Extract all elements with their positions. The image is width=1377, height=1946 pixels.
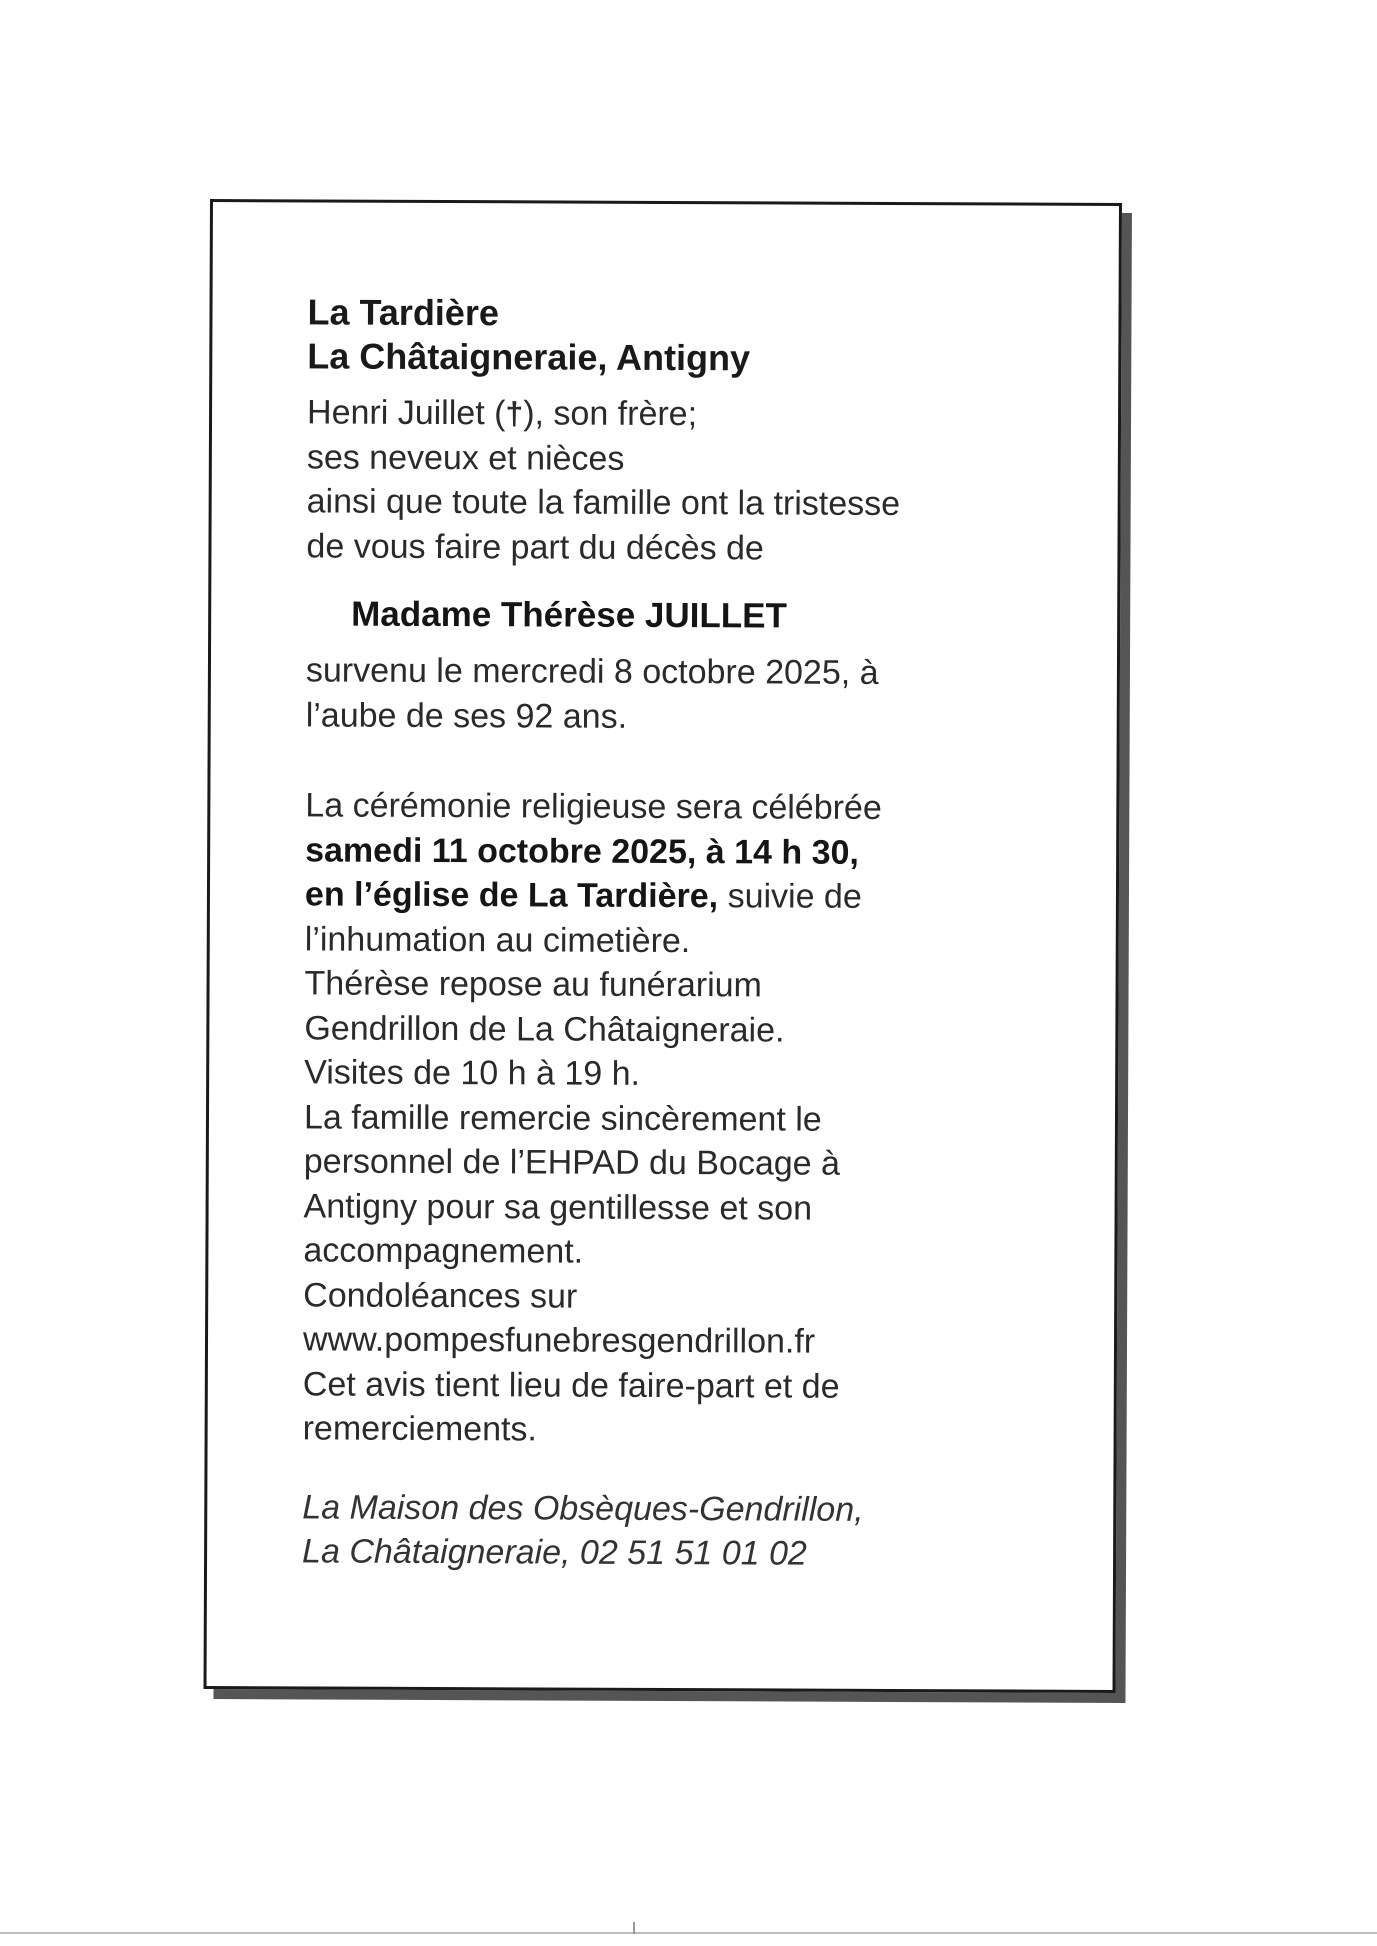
family-line-brother: Henri Juillet (†), son frère;	[306, 393, 698, 434]
scan-edge-tick	[633, 1922, 635, 1934]
cross-icon: †	[505, 395, 524, 432]
funeral-home-signature	[302, 1485, 1062, 1577]
heading-line-town: La Tardière	[307, 291, 500, 334]
deceased-name: Madame Thérèse JUILLET	[351, 594, 787, 636]
heading-line-communes: La Châtaigneraie, Antigny	[307, 335, 751, 379]
notice-content	[302, 290, 1068, 1577]
condolences-label: Condoléances sur	[303, 1275, 578, 1316]
family-announcement	[306, 390, 1067, 571]
location-heading	[307, 290, 1067, 381]
family-line-announce: de vous faire part du décès de	[306, 526, 764, 567]
funeral-home-line-2: Gendrillon de La Châtaigneraie.	[304, 1008, 785, 1050]
ceremony-paragraph	[303, 783, 1066, 1454]
death-date-line: survenu le mercredi 8 octobre 2025, à	[305, 651, 879, 692]
death-age-line: l’aube de ses 92 ans.	[305, 695, 628, 736]
thanks-line-2: personnel de l’EHPAD du Bocage à	[303, 1142, 841, 1183]
death-date-paragraph	[306, 648, 1066, 740]
ceremony-location-line: en l’église de La Tardière, suivie de	[304, 875, 862, 916]
family-line-family: ainsi que toute la famille ont la tristesse	[306, 482, 901, 524]
thanks-line-3: Antigny pour sa gentillesse et son	[303, 1186, 813, 1228]
signature-company: La Maison des Obsèques-Gendrillon,	[302, 1487, 864, 1529]
obituary-notice-card	[203, 199, 1121, 1693]
signature-contact: La Châtaigneraie, 02 51 51 01 02	[302, 1532, 807, 1573]
scan-edge-line	[0, 1932, 1377, 1934]
ceremony-date-time: samedi 11 octobre 2025, à 14 h 30,	[305, 830, 860, 872]
ceremony-location: en l’église de La Tardière,	[304, 875, 719, 916]
ceremony-line: La cérémonie religieuse sera célébrée	[305, 786, 882, 827]
notice-disclaimer-line-2: remerciements.	[302, 1409, 537, 1449]
burial-line: l’inhumation au cimetière.	[304, 919, 691, 960]
funeral-home-line-1: Thérèse repose au funérarium	[304, 964, 763, 1005]
family-line-nephews: ses neveux et nièces	[306, 437, 625, 478]
condolences-website: www.pompesfunebresgendrillon.fr	[302, 1320, 816, 1361]
notice-disclaimer-line-1: Cet avis tient lieu de faire-part et de	[302, 1364, 840, 1406]
visiting-hours: Visites de 10 h à 19 h.	[304, 1053, 641, 1093]
thanks-line-1: La famille remercie sincèrement le	[303, 1097, 822, 1139]
thanks-line-4: accompagnement.	[303, 1231, 584, 1271]
